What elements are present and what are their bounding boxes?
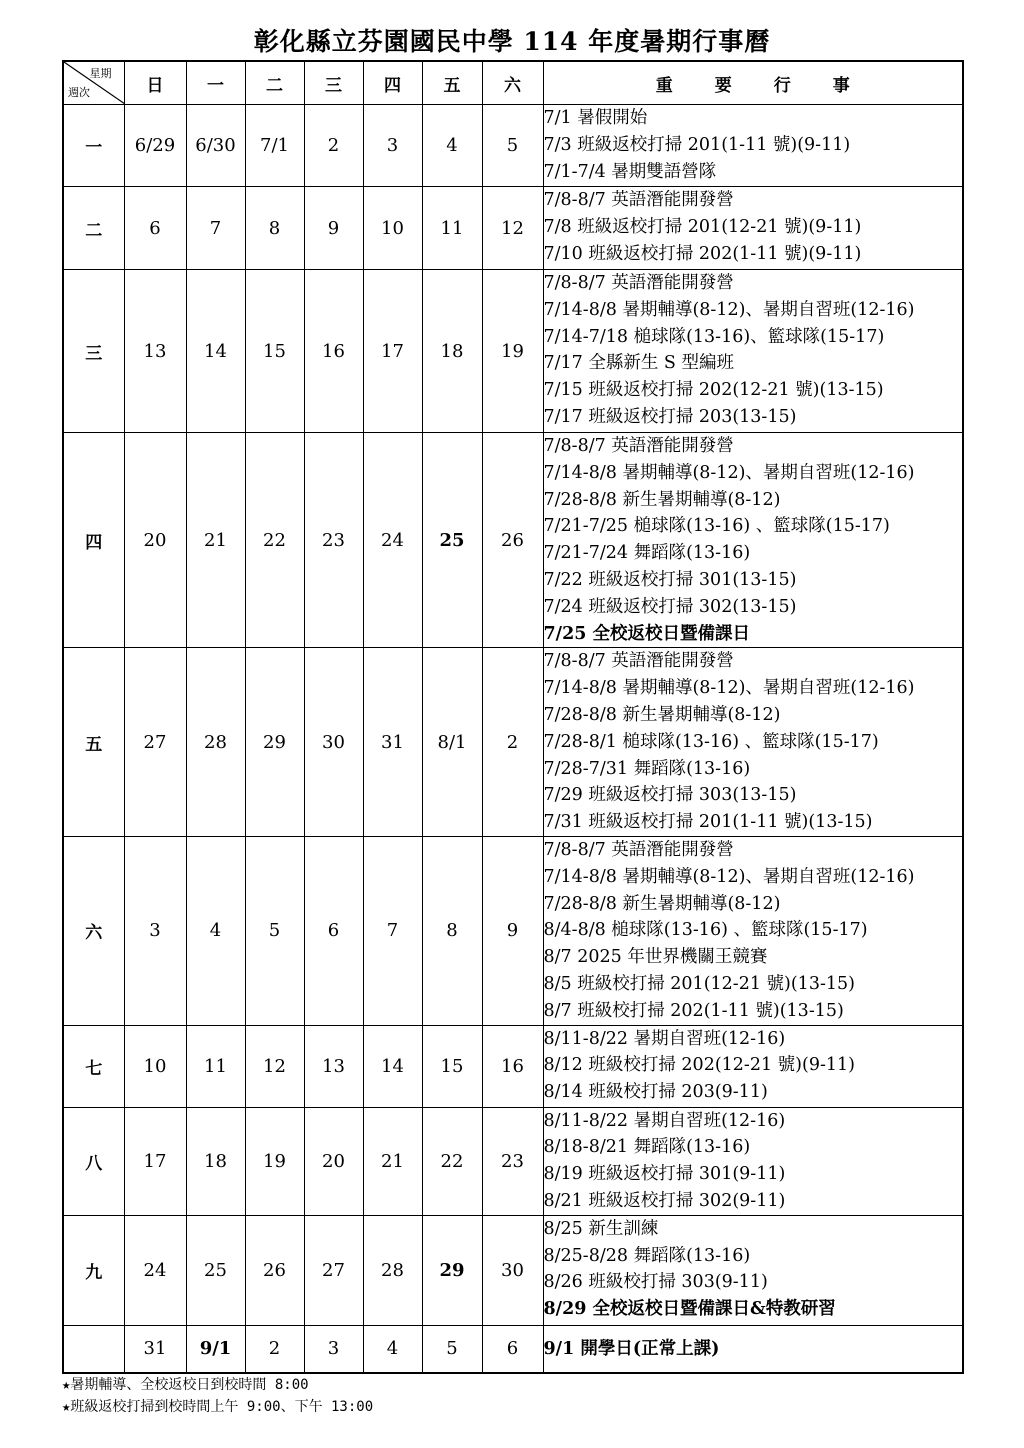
event-item: 8/4-8/8 槌球隊(13-16) 、籃球隊(15-17)	[543, 920, 868, 941]
footnotes	[62, 1374, 373, 1418]
day-cell: 15	[422, 1025, 482, 1107]
event-item: 7/8-8/7 英語潛能開發營	[543, 273, 734, 293]
week-row	[63, 270, 963, 433]
day-cell: 2	[304, 105, 363, 187]
day-cell: 18	[186, 1107, 245, 1215]
events-cell	[543, 836, 963, 1025]
event-item: 7/21-7/24 舞蹈隊(13-16)	[543, 543, 751, 564]
week-number	[63, 1325, 124, 1373]
week-row	[63, 1325, 963, 1373]
day-cell: 23	[304, 433, 363, 648]
day-cell: 17	[124, 1107, 186, 1215]
event-item: 7/8-8/7 英語潛能開發營	[543, 190, 734, 210]
event-item: 7/14-7/18 槌球隊(13-16)、籃球隊(15-17)	[543, 326, 885, 347]
week-number: 一	[63, 105, 124, 187]
events-cell	[543, 187, 963, 270]
day-cell: 16	[304, 270, 363, 433]
events-cell	[543, 1107, 963, 1215]
events-cell	[543, 648, 963, 837]
day-cell: 5	[482, 105, 543, 187]
day-cell: 4	[422, 105, 482, 187]
event-item: 7/14-8/8 暑期輔導(8-12)、暑期自習班(12-16)	[543, 866, 915, 887]
week-row	[63, 836, 963, 1025]
day-cell: 28	[186, 648, 245, 837]
week-number: 三	[63, 270, 124, 433]
day-cell: 15	[245, 270, 304, 433]
day-cell: 16	[482, 1025, 543, 1107]
event-item: 7/28-8/8 新生暑期輔導(8-12)	[543, 489, 781, 510]
events-cell	[543, 1325, 963, 1373]
week-row	[63, 105, 963, 187]
day-cell: 26	[245, 1215, 304, 1325]
corner-weekday-label: 星期	[89, 67, 112, 80]
day-cell: 21	[186, 433, 245, 648]
week-row	[63, 1107, 963, 1215]
event-item: 8/5 班級校打掃 201(12-21 號)(13-15)	[543, 973, 855, 994]
day-cell: 13	[304, 1025, 363, 1107]
day-cell: 3	[363, 105, 422, 187]
event-item: 8/25-8/28 舞蹈隊(13-16)	[543, 1245, 751, 1266]
day-cell: 24	[124, 1215, 186, 1325]
day-cell: 20	[304, 1107, 363, 1215]
event-item: 7/3 班級返校打掃 201(1-11 號)(9-11)	[543, 134, 851, 155]
day-cell: 19	[245, 1107, 304, 1215]
event-item: 7/21-7/25 槌球隊(13-16) 、籃球隊(15-17)	[543, 516, 890, 537]
day-cell: 28	[363, 1215, 422, 1325]
event-item: 8/11-8/22 暑期自習班(12-16)	[543, 1028, 786, 1049]
day-cell: 9/1	[186, 1325, 245, 1373]
events-cell	[543, 1215, 963, 1325]
day-cell: 11	[186, 1025, 245, 1107]
header-row	[63, 61, 963, 105]
footnote: ★暑期輔導、全校返校日到校時間 8:00	[62, 1377, 309, 1393]
day-cell: 12	[482, 187, 543, 270]
day-cell: 19	[482, 270, 543, 433]
header-events: 重要行事	[543, 61, 963, 105]
events-cell	[543, 433, 963, 648]
day-cell: 14	[363, 1025, 422, 1107]
day-cell: 13	[124, 270, 186, 433]
header-day-fri: 五	[422, 61, 482, 105]
day-cell: 31	[124, 1325, 186, 1373]
event-item: 7/28-8/8 新生暑期輔導(8-12)	[543, 893, 781, 914]
day-cell: 11	[422, 187, 482, 270]
header-day-thu: 四	[363, 61, 422, 105]
event-item: 7/17 全縣新生 S 型編班	[543, 353, 734, 374]
event-item: 7/8 班級返校打掃 201(12-21 號)(9-11)	[543, 216, 862, 237]
day-cell: 6	[482, 1325, 543, 1373]
day-cell: 3	[304, 1325, 363, 1373]
event-item: 8/25 新生訓練	[543, 1218, 659, 1239]
day-cell: 10	[363, 187, 422, 270]
event-item: 8/7 班級校打掃 202(1-11 號)(13-15)	[543, 1000, 844, 1021]
event-item: 7/24 班級返校打掃 302(13-15)	[543, 596, 797, 617]
day-cell: 29	[245, 648, 304, 837]
event-item: 7/28-8/8 新生暑期輔導(8-12)	[543, 704, 781, 725]
week-row	[63, 1215, 963, 1325]
day-cell: 31	[363, 648, 422, 837]
summer-calendar-table	[62, 60, 964, 1374]
event-item: 7/14-8/8 暑期輔導(8-12)、暑期自習班(12-16)	[543, 678, 915, 699]
event-item: 7/1 暑假開始	[543, 108, 648, 128]
header-day-sat: 六	[482, 61, 543, 105]
day-cell: 26	[482, 433, 543, 648]
event-item: 7/10 班級返校打掃 202(1-11 號)(9-11)	[543, 243, 862, 264]
week-row	[63, 187, 963, 270]
day-cell: 6	[124, 187, 186, 270]
event-item: 8/11-8/22 暑期自習班(12-16)	[543, 1110, 786, 1131]
week-row	[63, 1025, 963, 1107]
day-cell: 21	[363, 1107, 422, 1215]
event-item: 8/19 班級返校打掃 301(9-11)	[543, 1164, 786, 1185]
day-cell: 29	[422, 1215, 482, 1325]
day-cell: 27	[124, 648, 186, 837]
day-cell: 5	[422, 1325, 482, 1373]
day-cell: 8/1	[422, 648, 482, 837]
day-cell: 9	[304, 187, 363, 270]
page-title: 彰化縣立芬園國民中學 114 年度暑期行事曆	[253, 27, 771, 56]
week-row	[63, 648, 963, 837]
header-day-sun: 日	[124, 61, 186, 105]
day-cell: 7	[363, 836, 422, 1025]
header-corner	[63, 61, 124, 105]
day-cell: 7	[186, 187, 245, 270]
day-cell: 6/30	[186, 105, 245, 187]
event-item: 7/14-8/8 暑期輔導(8-12)、暑期自習班(12-16)	[543, 462, 915, 483]
day-cell: 6	[304, 836, 363, 1025]
header-day-mon: 一	[186, 61, 245, 105]
event-item: 7/15 班級返校打掃 202(12-21 號)(13-15)	[543, 380, 884, 401]
corner-week-label: 週次	[68, 86, 90, 99]
calendar-body	[63, 105, 963, 1374]
event-item: 8/12 班級校打掃 202(12-21 號)(9-11)	[543, 1055, 855, 1076]
day-cell: 25	[422, 433, 482, 648]
event-item: 7/28-7/31 舞蹈隊(13-16)	[543, 758, 751, 779]
day-cell: 7/1	[245, 105, 304, 187]
day-cell: 9	[482, 836, 543, 1025]
event-item: 8/21 班級返校打掃 302(9-11)	[543, 1190, 786, 1211]
event-item: 7/28-8/1 槌球隊(13-16) 、籃球隊(15-17)	[543, 731, 879, 752]
week-number: 八	[63, 1107, 124, 1215]
event-item: 8/18-8/21 舞蹈隊(13-16)	[543, 1137, 751, 1158]
day-cell: 8	[422, 836, 482, 1025]
day-cell: 8	[245, 187, 304, 270]
week-number: 七	[63, 1025, 124, 1107]
events-cell	[543, 1025, 963, 1107]
week-number: 九	[63, 1215, 124, 1325]
footnote: ★班級返校打掃到校時間上午 9:00、下午 13:00	[62, 1399, 374, 1415]
event-item: 7/8-8/7 英語潛能開發營	[543, 436, 734, 456]
day-cell: 18	[422, 270, 482, 433]
week-row	[63, 433, 963, 648]
event-item: 8/29 全校返校日暨備課日&特教研習	[543, 1299, 836, 1320]
day-cell: 30	[304, 648, 363, 837]
day-cell: 2	[482, 648, 543, 837]
event-item: 7/1-7/4 暑期雙語營隊	[543, 161, 717, 182]
header-day-tue: 二	[245, 61, 304, 105]
day-cell: 3	[124, 836, 186, 1025]
day-cell: 10	[124, 1025, 186, 1107]
day-cell: 20	[124, 433, 186, 648]
event-item: 7/14-8/8 暑期輔導(8-12)、暑期自習班(12-16)	[543, 299, 915, 320]
day-cell: 30	[482, 1215, 543, 1325]
events-cell	[543, 270, 963, 433]
day-cell: 14	[186, 270, 245, 433]
event-item: 7/22 班級返校打掃 301(13-15)	[543, 569, 797, 590]
day-cell: 2	[245, 1325, 304, 1373]
day-cell: 6/29	[124, 105, 186, 187]
event-item: 8/14 班級校打掃 203(9-11)	[543, 1082, 768, 1103]
event-item: 7/17 班級返校打掃 203(13-15)	[543, 406, 797, 427]
events-cell	[543, 105, 963, 187]
day-cell: 12	[245, 1025, 304, 1107]
day-cell: 25	[186, 1215, 245, 1325]
day-cell: 17	[363, 270, 422, 433]
week-number: 二	[63, 187, 124, 270]
event-item: 7/25 全校返校日暨備課日	[543, 623, 751, 644]
event-item: 8/7 2025 年世界機關王競賽	[543, 947, 768, 968]
event-item: 7/8-8/7 英語潛能開發營	[543, 651, 734, 672]
event-item: 7/8-8/7 英語潛能開發營	[543, 839, 734, 860]
event-item: 8/26 班級校打掃 303(9-11)	[543, 1272, 768, 1293]
event-item: 7/31 班級返校打掃 201(1-11 號)(13-15)	[543, 812, 873, 833]
day-cell: 27	[304, 1215, 363, 1325]
event-item: 7/29 班級返校打掃 303(13-15)	[543, 785, 797, 806]
day-cell: 4	[186, 836, 245, 1025]
week-number: 五	[63, 648, 124, 837]
day-cell: 24	[363, 433, 422, 648]
header-day-wed: 三	[304, 61, 363, 105]
day-cell: 4	[363, 1325, 422, 1373]
day-cell: 5	[245, 836, 304, 1025]
day-cell: 22	[245, 433, 304, 648]
day-cell: 22	[422, 1107, 482, 1215]
day-cell: 23	[482, 1107, 543, 1215]
week-number: 六	[63, 836, 124, 1025]
week-number: 四	[63, 433, 124, 648]
event-item: 9/1 開學日(正常上課)	[543, 1338, 720, 1359]
